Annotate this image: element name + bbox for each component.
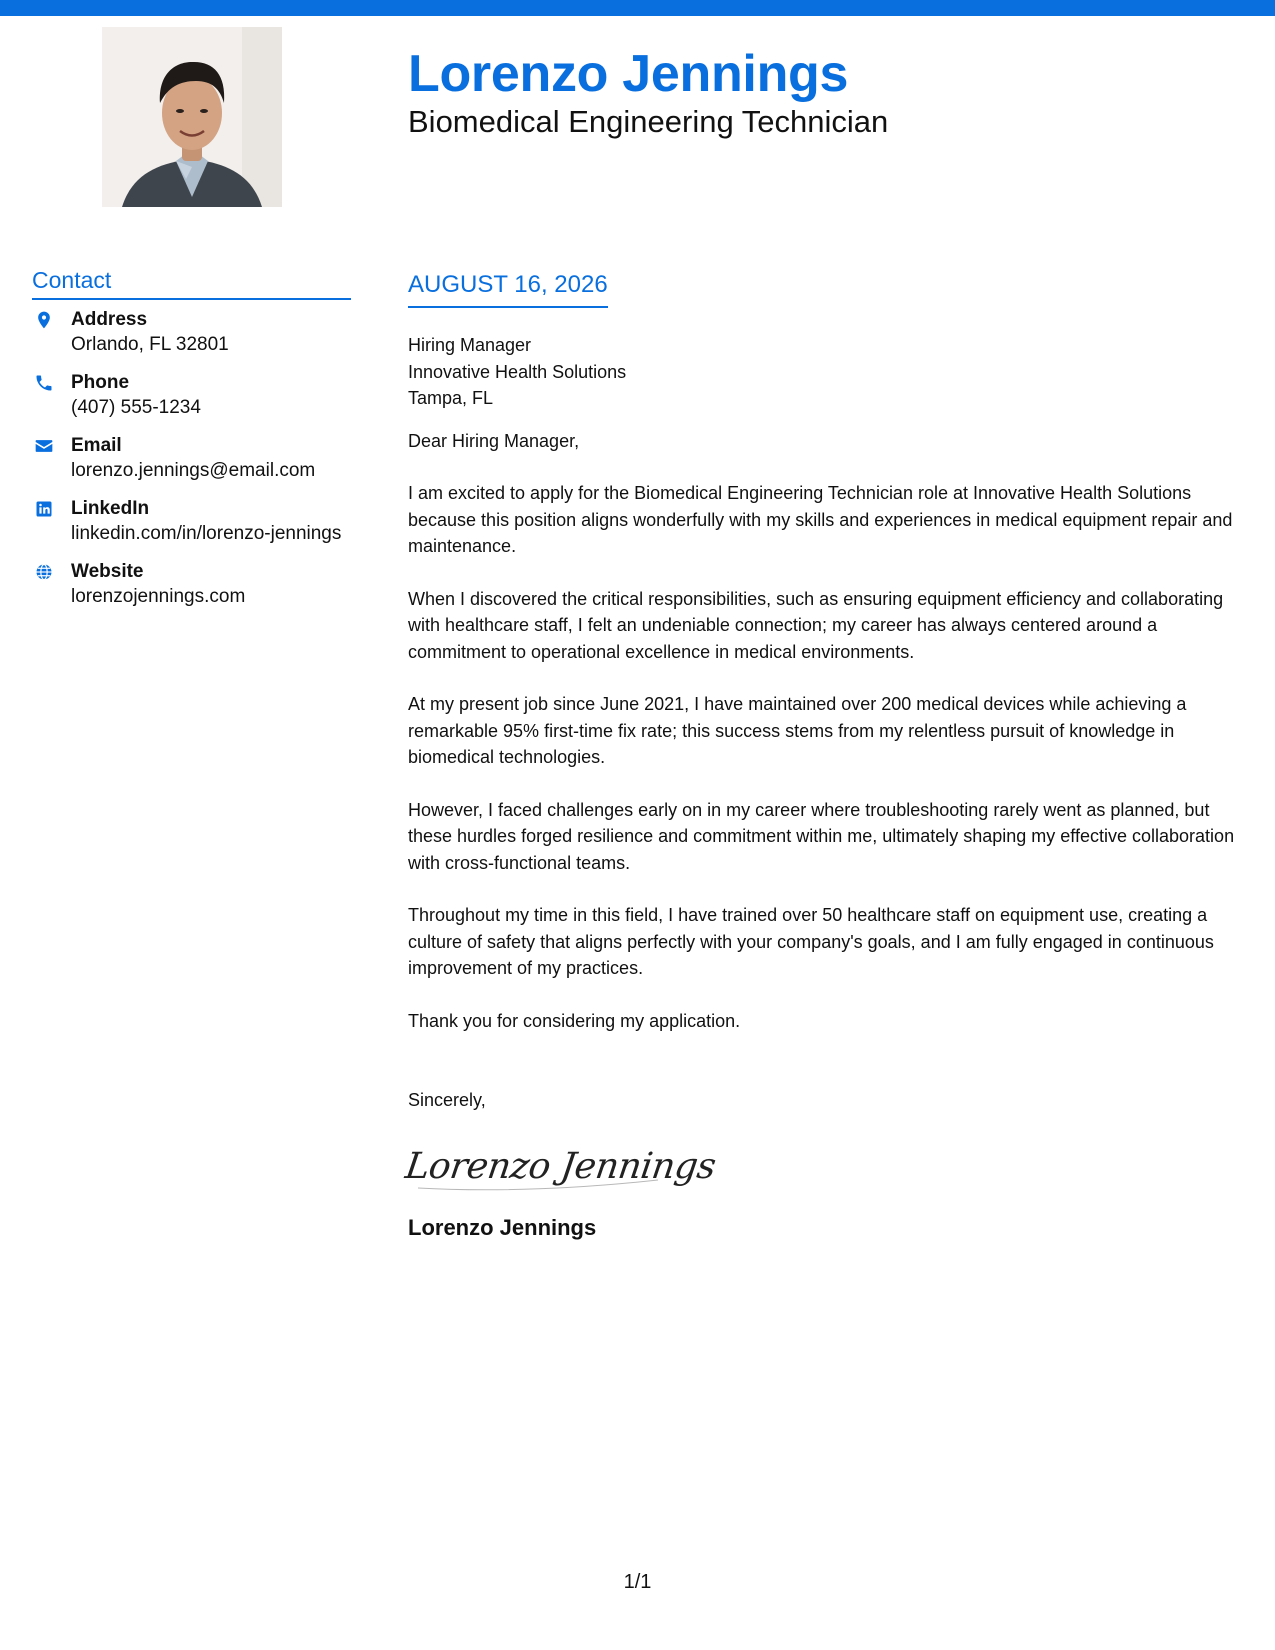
contact-item-linkedin <box>32 497 362 560</box>
phone-icon <box>34 373 54 393</box>
contact-label: Phone <box>71 372 130 393</box>
top-accent-bar <box>0 0 1275 16</box>
contact-label: Email <box>71 435 122 456</box>
handwritten-signature <box>402 1136 719 1196</box>
body-paragraph: At my present job since June 2021, I have maintained over 200 medical devices while achieving a remarkable 95% first-time fix rate; this success stems from my relentless pursuit of knowledge in biomedical technologies. <box>408 694 1187 767</box>
linkedin-value[interactable]: linkedin.com/in/lorenzo-jennings <box>71 523 342 544</box>
website-value[interactable]: lorenzojennings.com <box>71 586 246 607</box>
address-value: Orlando, FL 32801 <box>71 334 229 355</box>
salutation: Dear Hiring Manager, <box>408 430 580 451</box>
contact-item-phone <box>32 371 362 434</box>
contact-item-website <box>32 560 362 623</box>
contact-heading: Contact <box>32 266 351 300</box>
avatar <box>102 27 282 207</box>
closing: Sincerely, <box>408 1090 486 1110</box>
recipient-line: Innovative Health Solutions <box>408 361 627 382</box>
envelope-icon <box>34 436 54 456</box>
svg-text:Lorenzo Jennings: Lorenzo Jennings <box>402 1143 719 1187</box>
profile-photo <box>102 27 282 207</box>
applicant-name: Lorenzo Jennings <box>408 45 849 103</box>
recipient-line: Hiring Manager <box>408 335 532 355</box>
contact-label: Address <box>71 309 148 330</box>
contact-item-email <box>32 434 362 497</box>
body-paragraph: Thank you for considering my application. <box>408 1010 741 1031</box>
email-value[interactable]: lorenzo.jennings@email.com <box>71 460 316 481</box>
body-paragraph: Throughout my time in this field, I have trained over 50 healthcare staff on equipment use, creating a culture of safety that aligns perfectly with your company's goals, and I am fully engaged in continuous improvement of my practices. <box>408 905 1214 978</box>
body-paragraph: When I discovered the critical responsibilities, such as ensuring equipment efficiency and collaborating with healthcare staff, I felt an undeniable connection; my career has always centered around a commitment to operational excellence in medical environments. <box>408 588 1224 662</box>
phone-value[interactable]: (407) 555-1234 <box>71 397 201 418</box>
contact-label: Website <box>71 561 144 582</box>
letter-body <box>402 268 1248 1242</box>
page-number: 1/1 <box>623 1571 652 1593</box>
body-paragraph: I am excited to apply for the Biomedical Engineering Technician role at Innovative Health Solutions because this position aligns wonderfully with my skills and experiences in medical equipment repair and maintenance. <box>408 483 1233 556</box>
signer-name: Lorenzo Jennings <box>408 1214 597 1240</box>
recipient-block <box>408 332 1248 412</box>
linkedin-icon <box>34 499 54 519</box>
globe-icon <box>34 562 54 582</box>
contact-item-address <box>32 308 362 371</box>
location-pin-icon <box>34 310 54 330</box>
contact-list <box>32 308 362 623</box>
recipient-line: Tampa, FL <box>408 388 494 408</box>
contact-label: LinkedIn <box>71 498 150 519</box>
letter-date: AUGUST 16, 2026 <box>408 268 608 308</box>
job-title: Biomedical Engineering Technician <box>408 104 889 139</box>
body-paragraph: However, I faced challenges early on in my career where troubleshooting rarely went as planned, but these hurdles forged resilience and commitment within me, ultimately shaping my effective collaboration with cross-functional teams. <box>408 799 1235 873</box>
